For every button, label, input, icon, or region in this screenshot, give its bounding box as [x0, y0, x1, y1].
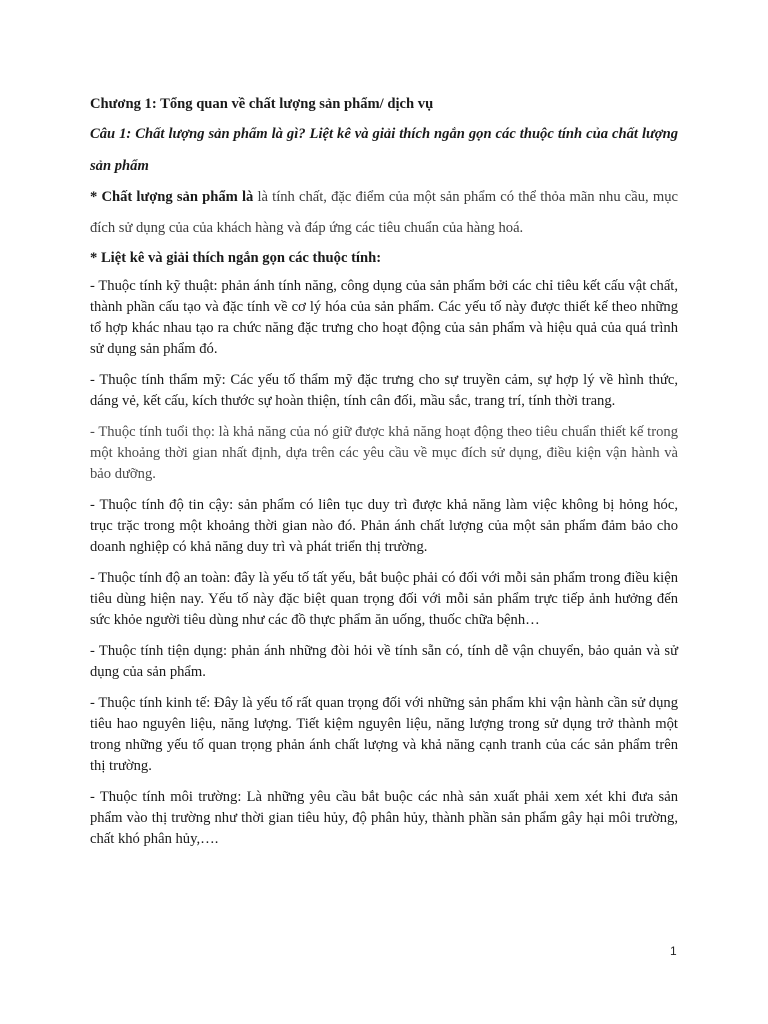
attribute-lifespan: - Thuộc tính tuổi thọ: là khả năng của nó giữ được khả năng hoạt động theo tiêu chuẩn thiết kế trong một khoảng thời gian nhất định, dựa trên các yêu cầu về mục đích sử dụng, điều kiện vận hành và bảo dưỡng. — [90, 424, 678, 482]
question-heading: Câu 1: Chất lượng sản phẩm là gì? Liệt kê và giải thích ngắn gọn các thuộc tính của chất lượng sản phẩm — [90, 126, 678, 174]
attribute-reliability: - Thuộc tính độ tin cậy: sản phẩm có liên tục duy trì được khả năng làm việc không bị hỏng hóc, trục trặc trong một khoảng thời gian nào đó. Phản ánh chất lượng của một sản phẩm đảm bảo cho doanh nghiệp có khả năng duy trì và phát triển thị trường. — [90, 497, 678, 555]
attribute-economic: - Thuộc tính kinh tế: Đây là yếu tố rất quan trọng đối với những sản phẩm khi vận hành cần sử dụng tiêu hao nguyên liệu, năng lượng. Tiết kiệm nguyên liệu, năng lượng trong sử dụng trở thành một trong những yếu tố quan trọng phản ánh chất lượng và khả năng cạnh tranh của các sản phẩm trên thị trường. — [90, 695, 678, 774]
attributes-subheading: * Liệt kê và giải thích ngắn gọn các thuộc tính: — [90, 250, 382, 266]
chapter-title: Chương 1: Tổng quan về chất lượng sản phẩm/ dịch vụ — [90, 96, 434, 112]
attribute-technical: - Thuộc tính kỹ thuật: phản ánh tính năng, công dụng của sản phẩm bởi các chỉ tiêu kết cấu vật chất, thành phần cấu tạo và đặc tính về cơ lý hóa của sản phẩm. Các yếu tố này được thiết kế theo những tổ hợp khác nhau tạo ra chức năng đặc trưng cho hoạt động của sản phẩm và hiệu quả của quá trình sử dụng sản phẩm đó. — [90, 278, 678, 357]
attribute-aesthetic: - Thuộc tính thẩm mỹ: Các yếu tố thẩm mỹ đặc trưng cho sự truyền cảm, sự hợp lý về hình thức, dáng vẻ, kết cấu, kích thước sự hoàn thiện, tính cân đối, mầu sắc, trang trí, tính thời trang. — [90, 372, 678, 409]
attribute-safety: - Thuộc tính độ an toàn: đây là yếu tố tất yếu, bắt buộc phải có đối với mỗi sản phẩm trong điều kiện tiêu dùng hiện nay. Yếu tố này đặc biệt quan trọng đối với mỗi sản phẩm trực tiếp ảnh hưởng đến sức khỏe người tiêu dùng như các đồ thực phẩm ăn uống, thuốc chữa bệnh… — [90, 570, 678, 628]
definition-term: * Chất lượng sản phẩm là — [90, 189, 254, 205]
definition-body: là tính chất, đặc điểm của một sản phẩm có thể thỏa mãn nhu cầu, mục đích sử dụng của của khách hàng và đáp ứng các tiêu chuẩn của hàng hoá. — [90, 189, 678, 236]
definition-paragraph — [90, 182, 678, 244]
page-number: 1 — [670, 944, 677, 958]
attribute-environment: - Thuộc tính môi trường: Là những yêu cầu bắt buộc các nhà sản xuất phải xem xét khi đưa sản phẩm vào thị trường như thời gian tiêu hủy, độ phân hủy, thành phần sản phẩm gây hại môi trường, chất khó phân hủy,…. — [90, 789, 678, 847]
attribute-convenience: - Thuộc tính tiện dụng: phản ánh những đòi hỏi về tính sẵn có, tính dễ vận chuyển, bảo quản và sử dụng của sản phẩm. — [90, 643, 678, 680]
document-page — [90, 92, 678, 860]
